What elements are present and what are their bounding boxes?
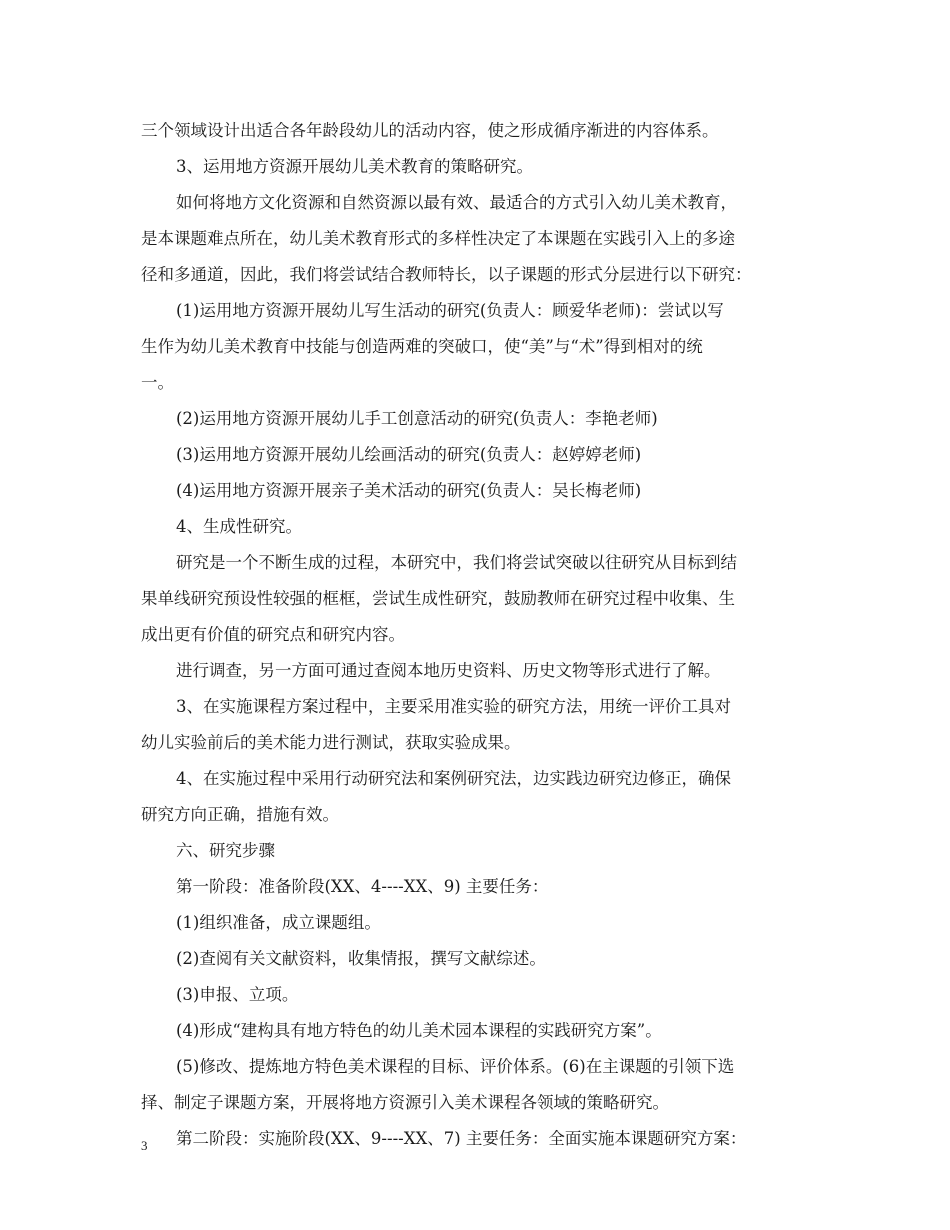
text-line: 如何将地方文化资源和自然资源以最有效、最适合的方式引入幼儿美术教育，: [176, 193, 737, 212]
text-line: (4)形成“建构具有地方特色的幼儿美术园本课程的实践研究方案”。: [176, 1021, 662, 1040]
text-line: 成出更有价值的研究点和研究内容。: [141, 625, 405, 644]
text-line: 生作为幼儿美术教育中技能与创造两难的突破口，使“美”与“术”得到相对的统: [141, 337, 703, 356]
text-line: 第一阶段：准备阶段(XX、4----XX、9) 主要任务：: [176, 877, 549, 896]
text-line: 择、制定子课题方案，开展将地方资源引入美术课程各领域的策略研究。: [141, 1093, 669, 1112]
text-line: (2)运用地方资源开展幼儿手工创意活动的研究(负责人：李艳老师): [176, 409, 658, 428]
text-line: 径和多通道，因此，我们将尝试结合教师特长，以子课题的形式分层进行以下研究：: [141, 265, 752, 284]
text-line: (1)组织准备，成立课题组。: [176, 913, 381, 932]
text-line: (3)运用地方资源开展幼儿绘画活动的研究(负责人：赵婷婷老师): [176, 445, 642, 464]
text-line: 幼儿实验前后的美术能力进行测试，获取实验成果。: [141, 733, 521, 752]
text-line: 4、生成性研究。: [176, 517, 302, 536]
text-line: 一。: [141, 373, 174, 392]
text-line: (3)申报、立项。: [176, 985, 299, 1004]
text-line: 三个领域设计出适合各年龄段幼儿的活动内容，使之形成循序渐进的内容体系。: [141, 121, 719, 140]
text-line: 进行调查，另一方面可通过查阅本地历史资料、历史文物等形式进行了解。: [176, 661, 721, 680]
text-line: 4、在实施过程中采用行动研究法和案例研究法，边实践边研究边修正，确保: [176, 769, 731, 788]
text-line: 是本课题难点所在，幼儿美术教育形式的多样性决定了本课题在实践引入上的多途: [141, 229, 735, 248]
document-body: [141, 113, 821, 1157]
text-line: (2)查阅有关文献资料，收集情报，撰写文献综述。: [176, 949, 546, 968]
text-line: 研究方向正确，措施有效。: [141, 805, 339, 824]
text-line: 3、在实施课程方案过程中，主要采用准实验的研究方法，用统一评价工具对: [176, 697, 731, 716]
text-line: 六、研究步骤: [176, 841, 275, 860]
text-line: (4)运用地方资源开展亲子美术活动的研究(负责人：吴长梅老师): [176, 481, 642, 500]
page-number: 3: [141, 1138, 148, 1153]
text-line: 果单线研究预设性较强的框框，尝试生成性研究，鼓励教师在研究过程中收集、生: [141, 589, 735, 608]
text-line: (1)运用地方资源开展幼儿写生活动的研究(负责人：顾爱华老师)：尝试以写: [176, 301, 724, 320]
text-line: 3、运用地方资源开展幼儿美术教育的策略研究。: [176, 157, 533, 176]
text-line: 第二阶段：实施阶段(XX、9----XX、7) 主要任务：全面实施本课题研究方案：: [176, 1129, 747, 1148]
text-line: 研究是一个不断生成的过程，本研究中，我们将尝试突破以往研究从目标到结: [176, 553, 737, 572]
text-line: (5)修改、提炼地方特色美术课程的目标、评价体系。(6)在主课题的引领下选: [176, 1057, 735, 1076]
